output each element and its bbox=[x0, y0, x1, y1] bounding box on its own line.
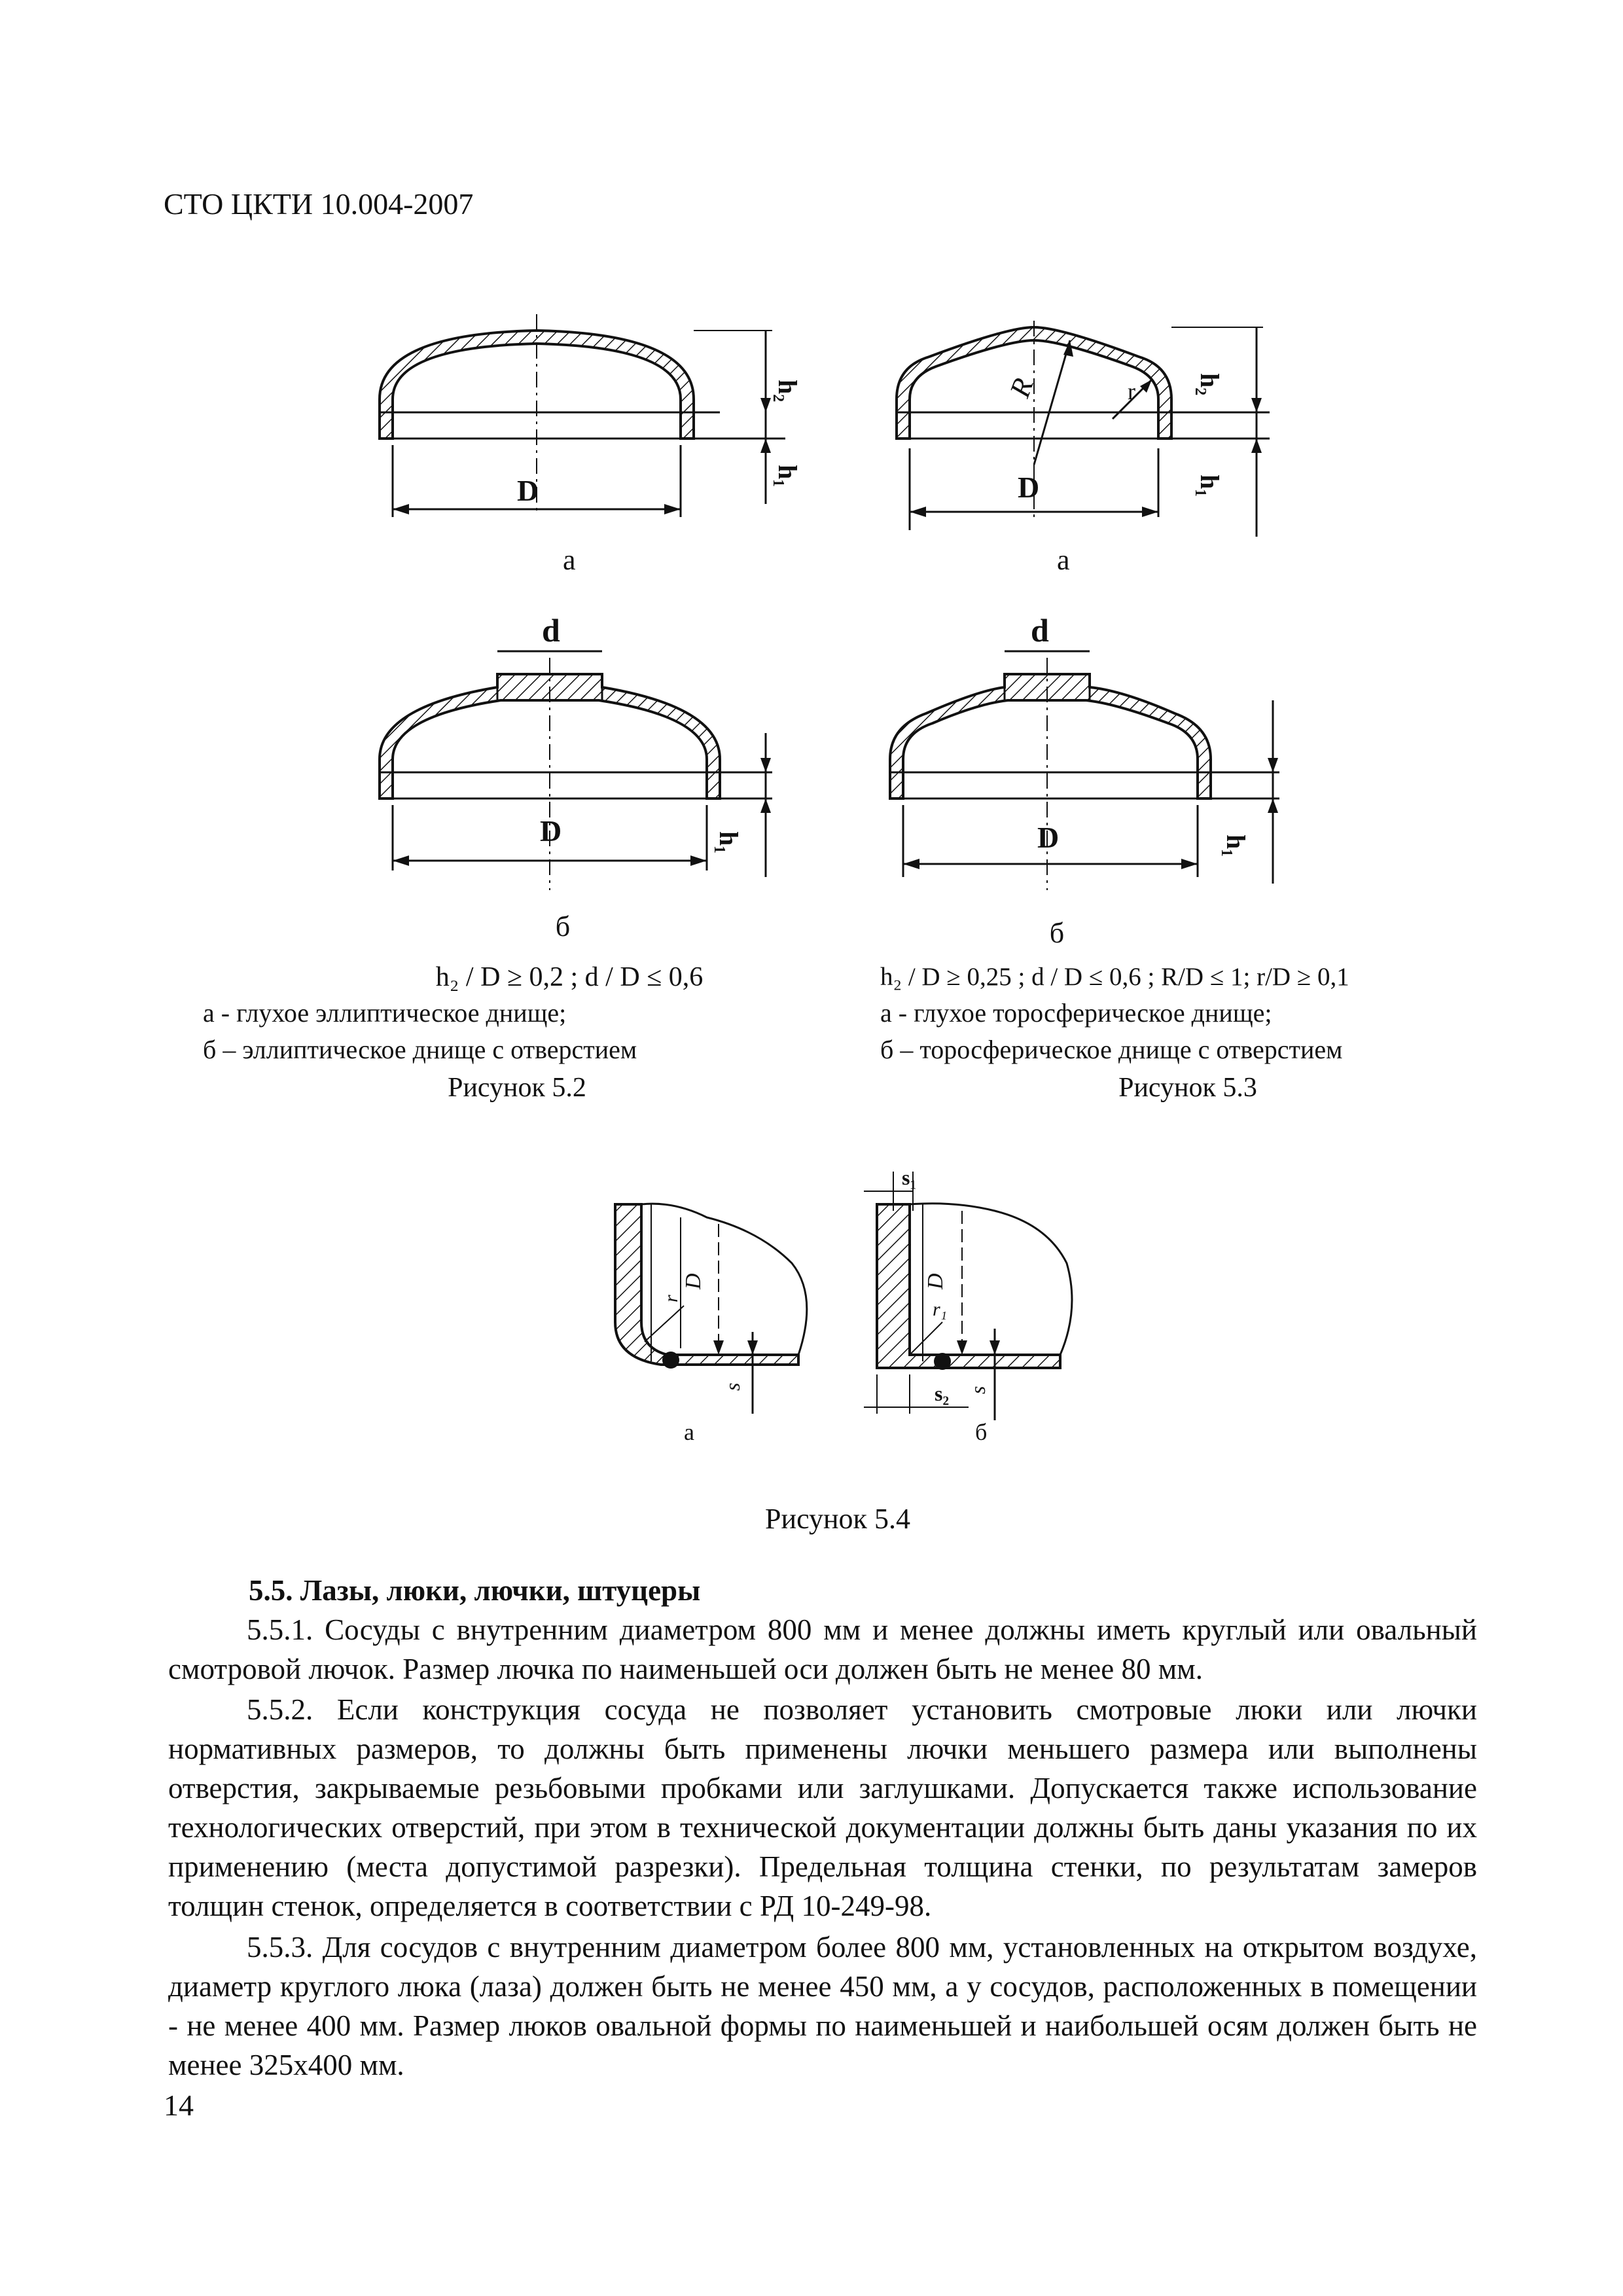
figure-5-4-head-to-flat-joint bbox=[602, 1165, 1099, 1453]
figure-5-4-title: Рисунок 5.4 bbox=[765, 1503, 910, 1535]
dim-d: d bbox=[1031, 612, 1049, 649]
dim-s1: s₁ bbox=[902, 1166, 917, 1189]
dim-r: r bbox=[660, 1295, 682, 1302]
page-number: 14 bbox=[164, 2089, 194, 2122]
dim-D: D bbox=[517, 474, 539, 507]
figure-5-2-formula: h₂ / D ≥ 0,2 ; d / D ≤ 0,6 bbox=[435, 962, 704, 992]
paragraph-5-5-3: 5.5.3. Для сосудов с внутренним диаметром более 800 мм, установленных на открытом воздухе, диаметр круглого люка (лаза) должен быть не менее 450 мм, а у сосудов, расположенных в помещении - не менее 400 мм. Размер люков овальной формы по наименьшей и наибольшей осям должен быть не менее 325х400 мм. bbox=[168, 1931, 1477, 2081]
dim-r1: r₁ bbox=[933, 1299, 948, 1320]
paragraph-5-5-1: 5.5.1. Сосуды с внутренним диаметром 800 мм и менее должны иметь круглый или овальный смотровой лючок. Размер лючка по наименьшей оси должен быть не менее 80 мм. bbox=[168, 1613, 1477, 1685]
figure-5-3-formula: h₂ / D ≥ 0,25 ; d / D ≤ 0,6 ; R/D ≤ 1; r/D ≥ 0,1 bbox=[880, 963, 1349, 991]
dim-h2: h₂ bbox=[773, 380, 802, 403]
figure-label-a: а bbox=[1057, 544, 1070, 576]
dim-h1: h₁ bbox=[1221, 834, 1251, 857]
document-header: СТО ЦКТИ 10.004-2007 bbox=[164, 187, 474, 221]
figure-5-2-caption-a: а - глухое эллиптическое днище; bbox=[203, 998, 567, 1028]
dim-D: D bbox=[1018, 471, 1040, 504]
figure-5-4a-label: а bbox=[684, 1419, 694, 1445]
dim-D: D bbox=[1037, 821, 1060, 854]
figure-5-2b-label: б bbox=[555, 910, 571, 942]
dim-h1: h₁ bbox=[1195, 475, 1224, 497]
figure-5-2-title: Рисунок 5.2 bbox=[448, 1073, 586, 1103]
figure-5-3-caption-a: а - глухое торосферическое днище; bbox=[880, 998, 1272, 1028]
figure-5-2-caption-b: б – эллиптическое днище с отверстием bbox=[203, 1035, 637, 1064]
figure-label-a: а bbox=[563, 544, 576, 576]
dim-h2: h₂ bbox=[1195, 373, 1224, 396]
figure-5-4b-label: б bbox=[975, 1419, 988, 1445]
dim-D: D bbox=[923, 1273, 948, 1289]
figure-5-3-caption-b: б – торосферическое днище с отверстием bbox=[880, 1035, 1343, 1064]
section-heading: 5.5. Лазы, люки, лючки, штуцеры bbox=[249, 1574, 701, 1607]
dim-D: D bbox=[681, 1273, 705, 1289]
dim-h1: h₁ bbox=[714, 831, 743, 854]
dim-R: R bbox=[1003, 374, 1040, 402]
paragraph-5-5-2: 5.5.2. Если конструкция сосуда не позволяет установить смотровые люки или лючки нормативных размеров, то должны быть применены лючки меньшего размера или выполнены отверстия, закрываемые резьбовыми пробками или заглушками. Допускается также использование технологических отверстий, при этом в технической документации должны быть даны указания по их применению (места допустимой разрезки). Предельная толщина стенки, по результатам замеров толщин стенок, определяется в соответствии с РД 10-249-98. bbox=[168, 1693, 1477, 1922]
dim-s: s bbox=[721, 1382, 744, 1391]
dim-s: s bbox=[966, 1386, 990, 1394]
figure-5-2b-elliptical-head-with-hole bbox=[366, 602, 825, 929]
figure-5-3a-torispherical-head bbox=[877, 301, 1309, 589]
figure-5-3-title: Рисунок 5.3 bbox=[1118, 1073, 1257, 1103]
dim-D: D bbox=[540, 814, 562, 848]
dim-d: d bbox=[542, 612, 560, 649]
dim-r: r bbox=[1128, 378, 1135, 404]
figure-5-2a-elliptical-head bbox=[353, 301, 851, 589]
dim-h1: h₁ bbox=[773, 465, 802, 488]
dim-s2: s₂ bbox=[935, 1382, 950, 1405]
figure-5-3b-torispherical-head-with-hole bbox=[874, 602, 1332, 929]
figure-5-3b-label: б bbox=[1049, 917, 1065, 949]
